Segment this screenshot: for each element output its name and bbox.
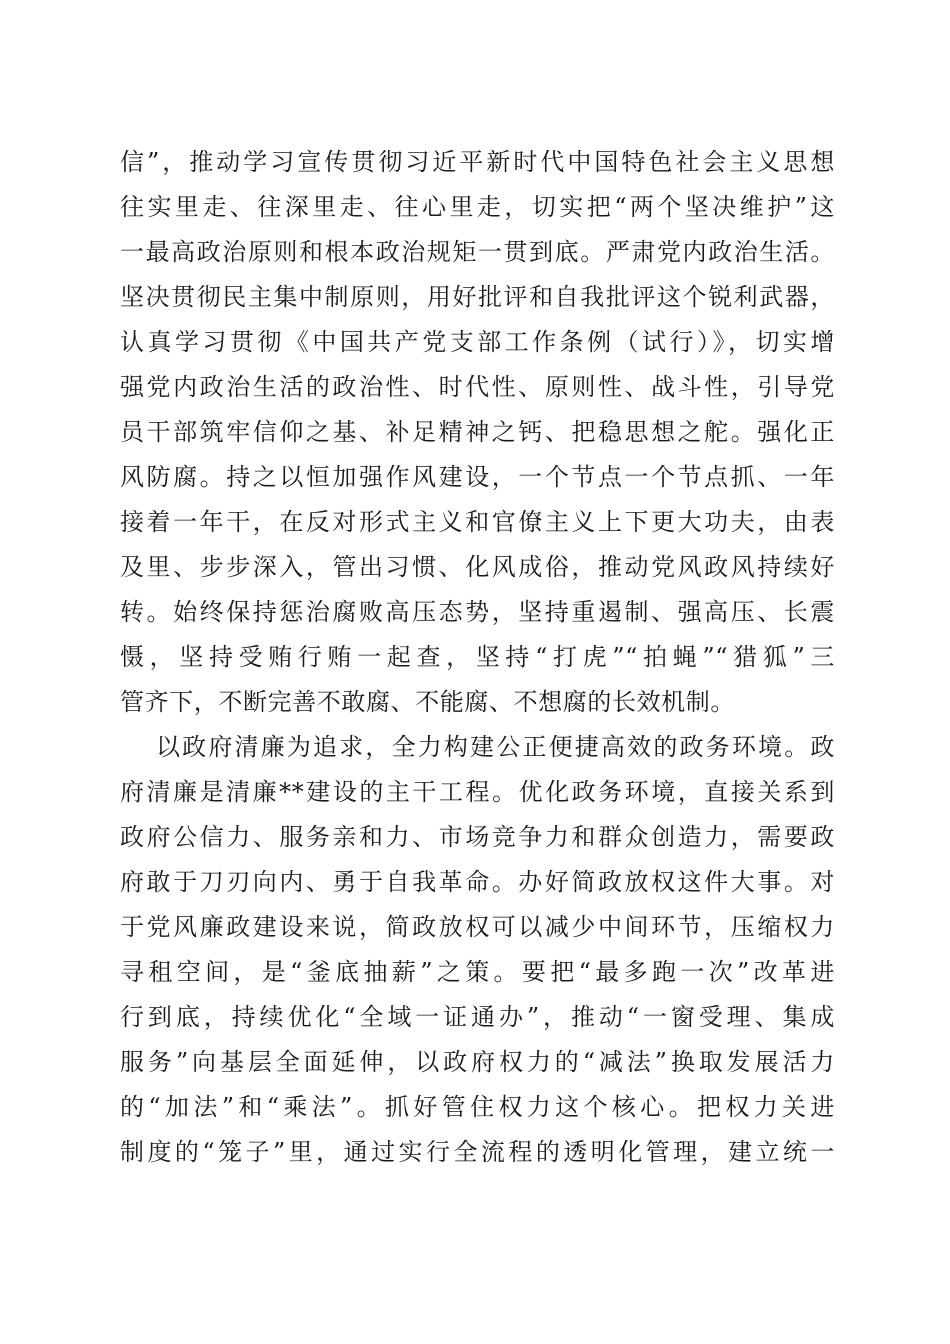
text-line: 风防腐。持之以恒加强作风建设，一个节点一个节点抓、一年 xyxy=(120,463,835,491)
text-line: 及里、步步深入，管出习惯、化风成俗，推动党风政风持续好 xyxy=(120,553,835,581)
text-line: 一最高政治原则和根本政治规矩一贯到底。严肃党内政治生活。 xyxy=(120,238,835,266)
text-line: 往实里走、往深里走、往心里走，切实把“两个坚决维护”这 xyxy=(120,193,835,221)
text-line: 制度的“笼子”里，通过实行全流程的透明化管理，建立统一 xyxy=(120,1138,835,1166)
text-line: 强党内政治生活的政治性、时代性、原则性、战斗性，引导党 xyxy=(120,373,835,401)
paragraph-end-line: 管齐下，不断完善不敢腐、不能腐、不想腐的长效机制。 xyxy=(120,688,735,716)
text-line: 员干部筑牢信仰之基、补足精神之钙、把稳思想之舵。强化正 xyxy=(120,418,835,446)
text-line: 府敢于刀刃向内、勇于自我革命。办好简政放权这件大事。对 xyxy=(120,868,835,896)
text-line: 转。始终保持惩治腐败高压态势，坚持重遏制、强高压、长震 xyxy=(120,598,835,626)
text-line: 慑，坚持受贿行贿一起查，坚持“打虎”“拍蝇”“猎狐”三 xyxy=(120,643,835,671)
text-line: 于党风廉政建设来说，简政放权可以减少中间环节，压缩权力 xyxy=(120,913,835,941)
text-line: 行到底，持续优化“全域一证通办”，推动“一窗受理、集成 xyxy=(120,1003,835,1031)
text-line: 服务”向基层全面延伸，以政府权力的“减法”换取发展活力 xyxy=(120,1048,835,1076)
text-line: 府清廉是清廉**建设的主干工程。优化政务环境，直接关系到 xyxy=(120,778,835,806)
text-line: 寻租空间，是“釜底抽薪”之策。要把“最多跑一次”改革进 xyxy=(120,958,835,986)
text-line: 政府公信力、服务亲和力、市场竞争力和群众创造力，需要政 xyxy=(120,823,835,851)
text-line: 坚决贯彻民主集中制原则，用好批评和自我批评这个锐利武器， xyxy=(120,283,835,311)
text-line: 认真学习贯彻《中国共产党支部工作条例（试行）》，切实增 xyxy=(120,328,835,356)
body-text xyxy=(120,140,835,1175)
text-line: 信”，推动学习宣传贯彻习近平新时代中国特色社会主义思想 xyxy=(120,148,835,176)
paragraph-first-line: 以政府清廉为追求，全力构建公正便捷高效的政务环境。政 xyxy=(156,733,835,761)
text-line: 的“加法”和“乘法”。抓好管住权力这个核心。把权力关进 xyxy=(120,1093,835,1121)
text-line: 接着一年干，在反对形式主义和官僚主义上下更大功夫，由表 xyxy=(120,508,835,536)
